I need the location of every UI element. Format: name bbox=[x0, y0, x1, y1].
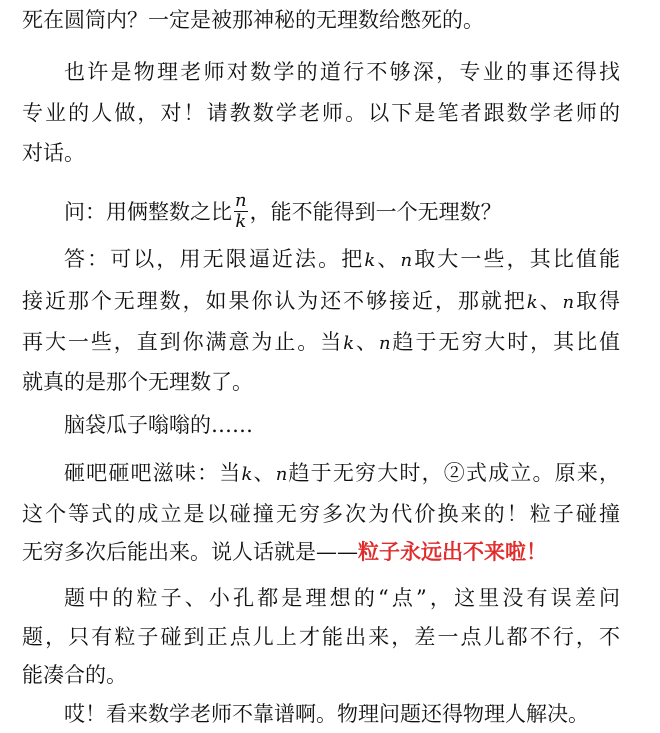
text-run: 问：用俩整数之比 bbox=[64, 200, 232, 224]
text-line bbox=[22, 622, 620, 652]
fraction-numerator: n bbox=[235, 190, 247, 211]
text-run: 也许是物理老师对数学的道行不够深，专业的事还得找 bbox=[64, 60, 620, 84]
text-line bbox=[22, 327, 620, 357]
text-run: 再大一些，直到你满意为止。当 bbox=[22, 330, 344, 354]
variable-k: k bbox=[241, 464, 253, 485]
text-line bbox=[64, 244, 620, 274]
text-line bbox=[64, 583, 620, 613]
text-line bbox=[64, 410, 324, 440]
text-run: ，能不能得到一个无理数？ bbox=[249, 200, 502, 224]
text-line bbox=[22, 98, 620, 128]
text-run: 这个等式的成立是以碰撞无穷多次为代价换来的！粒子碰撞 bbox=[22, 502, 620, 526]
text-line bbox=[64, 57, 620, 87]
variable-k: k bbox=[526, 292, 538, 313]
text-run: 趋于无穷大时，②式成立。原来， bbox=[287, 461, 621, 485]
variable-n: n bbox=[562, 292, 575, 313]
text-run: 取得 bbox=[574, 289, 621, 313]
text-run: 答：可以，用无限逼近法。把 bbox=[64, 247, 365, 271]
text-run: 、 bbox=[252, 461, 276, 485]
variable-n: n bbox=[379, 333, 391, 354]
text-run: 就真的是那个无理数了。 bbox=[22, 370, 253, 394]
text-run: 砸吧砸吧滋味：当 bbox=[64, 461, 242, 485]
text-run: 题中的粒子、小孔都是理想的“点”，这里没有误差问 bbox=[64, 586, 620, 610]
text-run: 无穷多次后能出来。说人话就是—— bbox=[22, 540, 358, 564]
text-run: 、 bbox=[375, 247, 401, 271]
text-run: 哎！看来数学老师不靠谱啊。物理问题还得物理人解决。 bbox=[64, 702, 589, 726]
variable-n: n bbox=[275, 464, 288, 485]
text-run: 死在圆筒内？一定是被那神秘的无理数给憋死的。 bbox=[22, 8, 484, 32]
emphasis-text: 粒子永远出不来啦！ bbox=[358, 539, 547, 564]
text-line bbox=[22, 286, 620, 316]
variable-n: n bbox=[400, 250, 413, 271]
text-line bbox=[64, 190, 584, 234]
text-run: 对话。 bbox=[22, 141, 85, 165]
text-line bbox=[22, 5, 542, 35]
text-run: 专业的人做，对！请教数学老师。以下是笔者跟数学老师的 bbox=[22, 101, 620, 125]
fraction-n-over-k bbox=[234, 192, 248, 231]
text-run: 趋于无穷大时，其比值 bbox=[390, 330, 621, 354]
text-run: 题，只有粒子碰到正点儿上才能出来，差一点儿都不行，不 bbox=[22, 625, 620, 649]
text-run: 取大一些，其比值能 bbox=[412, 247, 621, 271]
text-line bbox=[22, 660, 222, 690]
text-run: 接近那个无理数，如果你认为还不够接近，那就把 bbox=[22, 289, 527, 313]
text-line bbox=[22, 138, 142, 168]
text-line bbox=[22, 499, 620, 529]
text-run: 、 bbox=[537, 289, 563, 313]
text-run: 、 bbox=[354, 330, 379, 354]
text-line bbox=[64, 699, 624, 729]
variable-k: k bbox=[343, 333, 355, 354]
text-line bbox=[22, 367, 322, 397]
variable-k: k bbox=[364, 250, 376, 271]
text-line bbox=[22, 537, 622, 567]
text-line bbox=[64, 458, 620, 488]
text-run: 脑袋瓜子嗡嗡的…… bbox=[64, 413, 253, 437]
text-run: 能凑合的。 bbox=[22, 663, 127, 687]
fraction-denominator: k bbox=[235, 211, 247, 232]
